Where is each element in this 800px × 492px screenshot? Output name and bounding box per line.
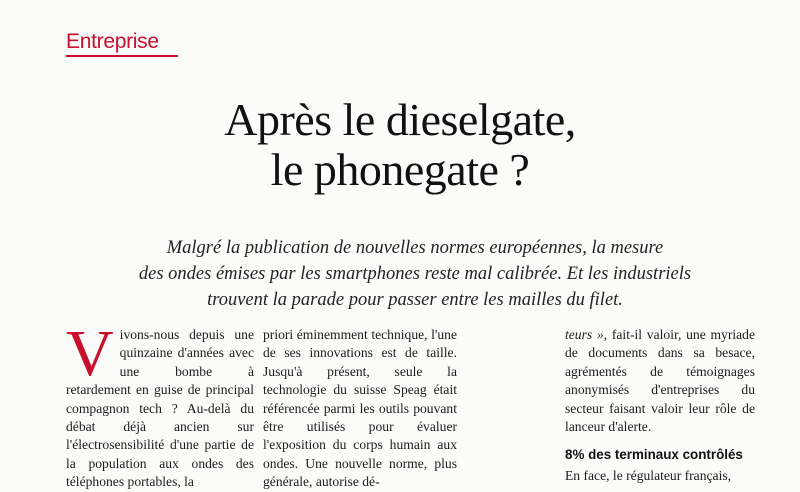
body-column-3 [565,326,755,485]
article-headline [0,95,800,195]
column-3-text-2: En face, le régulateur français, [565,467,732,483]
section-rubric: Entreprise [66,30,159,53]
headline-line-1: Après le dieselgate, [224,94,576,145]
standfirst-line-1: Malgré la publication de nouvelles normes européennes, la mesure [166,238,664,258]
column-3-paragraph [565,326,755,436]
article-standfirst [110,235,720,313]
column-3-text: , fait-il valoir, une myriade de documents dans sa besace, agrémentés de témoignages anonymisés d'entreprises du secteur faisant valoir leur rôle de lanceur d'alerte. [565,327,755,435]
column-3-italic-lead: teurs » [565,327,604,342]
body-column-1 [66,317,254,492]
column-1-text: ivons-nous depuis une quinzaine d'années avec une bombe à retardement en guise de principal compagnon tech ? Au-delà du débat déjà ancien sur l'électrosensibilité d'une partie de la population aux ondes des téléphones portables, la [66,327,254,490]
rubric-underline [66,55,178,57]
headline-line-2: le phonegate ? [270,144,530,195]
body-column-2 [263,326,457,492]
column-3-subhead: 8% des terminaux contrôlés [565,447,743,463]
drop-cap: V [66,317,114,390]
standfirst-line-2: des ondes émises par les smartphones reste mal calibrée. Et les industriels [138,264,692,284]
column-2-text: priori éminemment technique, l'une de ses innovations est de taille. Jusqu'à présent, seule la technologie du suisse Speag était référencée parmi les outils pouvant être utilisés pour évaluer l'exposition du corps humain aux ondes. Une nouvelle norme, plus générale, autorise dé- [263,327,457,490]
standfirst-line-3: trouvent la parade pour passer entre les mailles du filet. [207,290,623,310]
